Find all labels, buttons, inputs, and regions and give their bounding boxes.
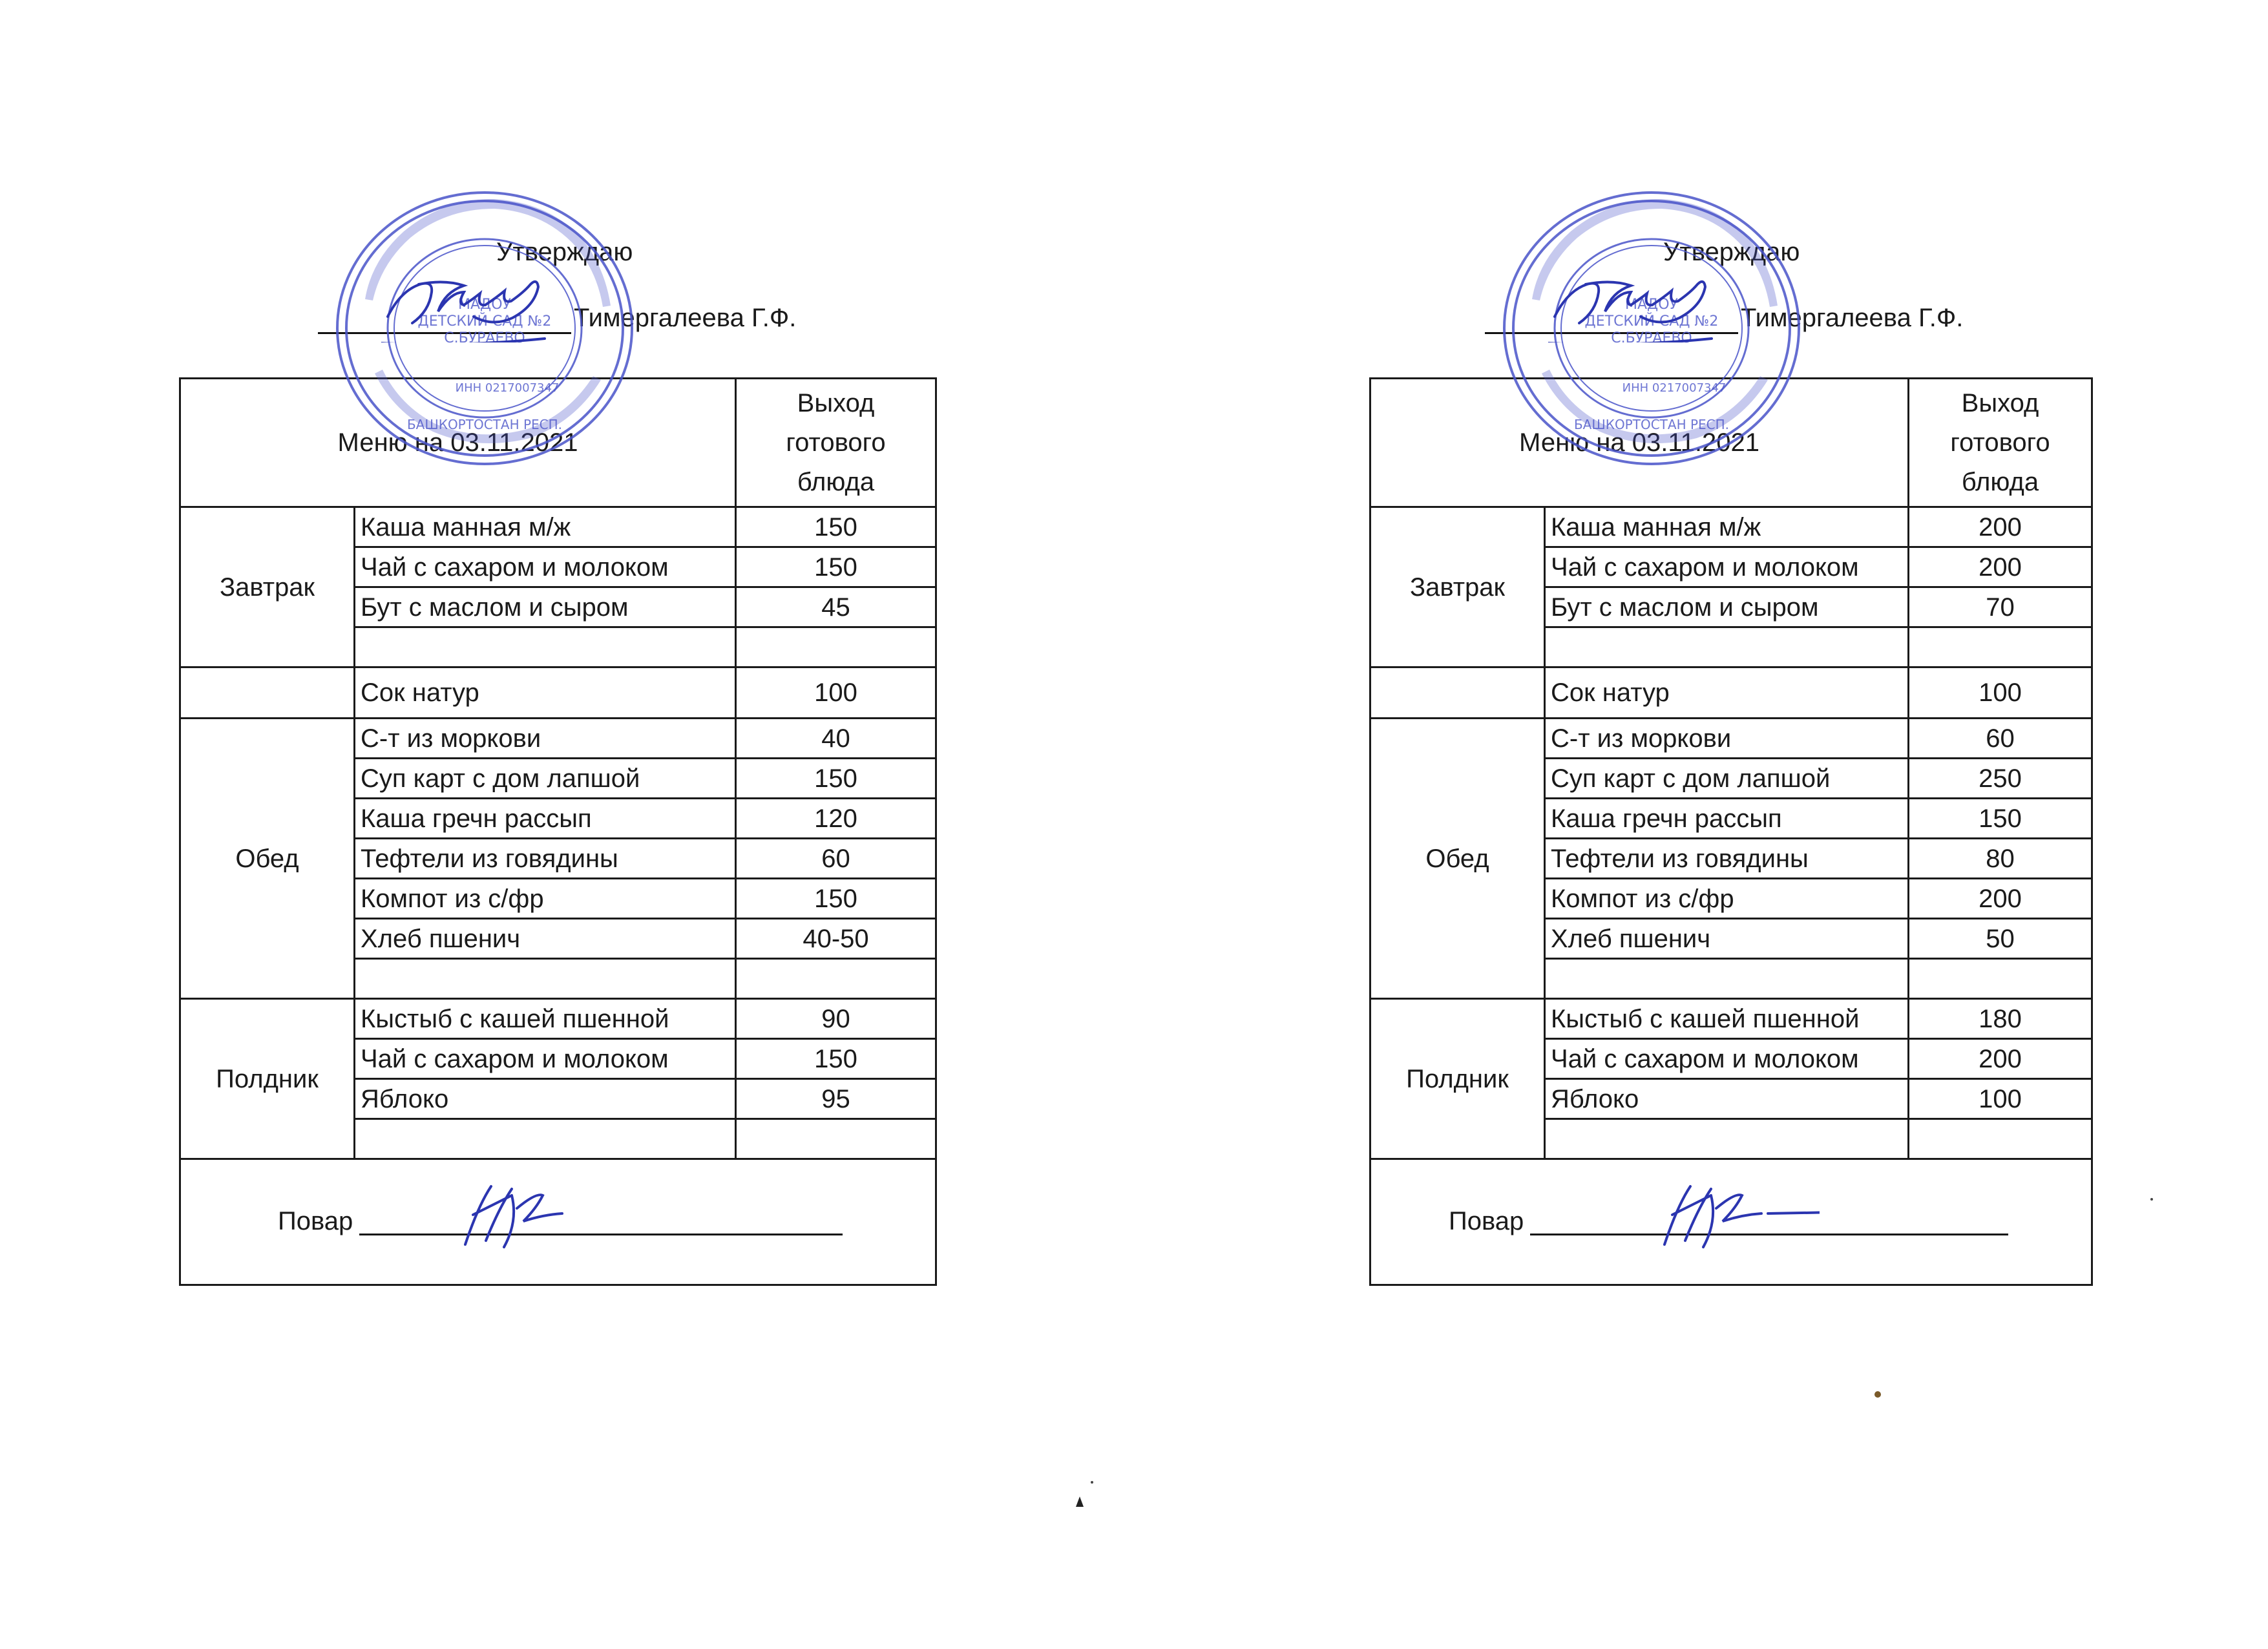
dish-name: С-т из моркови [355, 719, 736, 759]
dish-yield: 250 [1909, 759, 2092, 799]
meal-lunch: Обед [1370, 719, 1545, 999]
dish-yield: 100 [1909, 1079, 2092, 1119]
dish-name: Чай с сахаром и молоком [1545, 547, 1909, 587]
dish-name: Каша манная м/ж [355, 507, 736, 547]
meal-lunch: Обед [180, 719, 355, 999]
cook-label: Повар [278, 1207, 353, 1235]
menu-title: Меню на 03.11.2021 [1370, 379, 1909, 507]
dish-yield: 200 [1909, 879, 2092, 919]
stamp-inn: ИНН 0217007347 [455, 381, 560, 395]
cook-label: Повар [1449, 1207, 1524, 1235]
menu-title: Меню на 03.11.2021 [180, 379, 736, 507]
yield-header: Выход готового блюда [1909, 379, 2092, 507]
dish-name: Тефтели из говядины [1545, 839, 1909, 879]
dish-yield: 70 [1909, 587, 2092, 627]
dish-name: Кыстыб с кашей пшенной [1545, 999, 1909, 1039]
dish-name: Каша манная м/ж [1545, 507, 1909, 547]
meal-afternoon: Полдник [180, 999, 355, 1159]
dish-name: Сок натур [355, 667, 736, 719]
dish-yield: 180 [1909, 999, 2092, 1039]
stamp-line: ДЕТСКИЙ САД №2 [1584, 313, 1719, 330]
dish-name: Бут с маслом и сыром [1545, 587, 1909, 627]
yield-header: Выход готового блюда [736, 379, 936, 507]
dish-name: Компот из с/фр [355, 879, 736, 919]
dish-yield: 150 [736, 507, 936, 547]
approver-name: Тимергалеева Г.Ф. [574, 304, 797, 332]
dish-name: Чай с сахаром и молоком [355, 547, 736, 587]
dish-name: Хлеб пшенич [1545, 919, 1909, 959]
dish-yield: 60 [1909, 719, 2092, 759]
dish-name: Чай с сахаром и молоком [1545, 1039, 1909, 1079]
dish-yield: 150 [1909, 799, 2092, 839]
dish-name: Каша гречн рассып [355, 799, 736, 839]
dish-yield: 95 [736, 1079, 936, 1119]
dish-name: Сок натур [1545, 667, 1909, 719]
dish-yield: 100 [1909, 667, 2092, 719]
dish-yield: 200 [1909, 507, 2092, 547]
dish-yield: 45 [736, 587, 936, 627]
dish-name: Суп карт с дом лапшой [1545, 759, 1909, 799]
meal-afternoon: Полдник [1370, 999, 1545, 1159]
dish-yield: 200 [1909, 547, 2092, 587]
meal-breakfast: Завтрак [1370, 507, 1545, 667]
dish-yield: 150 [736, 879, 936, 919]
approve-title: Утверждаю [1663, 238, 1800, 266]
dish-name: Чай с сахаром и молоком [355, 1039, 736, 1079]
dish-yield: 80 [1909, 839, 2092, 879]
dish-name: Тефтели из говядины [355, 839, 736, 879]
dish-yield: 100 [736, 667, 936, 719]
stamp-inn: ИНН 0217007347 [1622, 381, 1727, 395]
approve-title: Утверждаю [496, 238, 633, 266]
dish-yield: 150 [736, 759, 936, 799]
stamp-line: С.БУРАЕВО [444, 330, 525, 346]
meal-breakfast: Завтрак [180, 507, 355, 667]
dish-name: Каша гречн рассып [1545, 799, 1909, 839]
dish-yield: 90 [736, 999, 936, 1039]
dish-yield: 200 [1909, 1039, 2092, 1079]
stamp-country: БАШКОРТОСТАН РЕСП. [1573, 417, 1730, 432]
stamp-line: МАДОУ [458, 297, 511, 313]
dish-yield: 120 [736, 799, 936, 839]
approver-name: Тимергалеева Г.Ф. [1741, 304, 1964, 332]
dish-name: Хлеб пшенич [355, 919, 736, 959]
stamp-line: ДЕТСКИЙ САД №2 [417, 313, 552, 330]
dish-name: Компот из с/фр [1545, 879, 1909, 919]
dish-yield: 40-50 [736, 919, 936, 959]
stamp-line: С.БУРАЕВО [1611, 330, 1692, 346]
stamp-country: БАШКОРТОСТАН РЕСП. [406, 417, 563, 432]
dish-name: Бут с маслом и сыром [355, 587, 736, 627]
dish-yield: 60 [736, 839, 936, 879]
stamp-line: МАДОУ [1625, 297, 1678, 313]
dish-name: С-т из моркови [1545, 719, 1909, 759]
dish-name: Яблоко [1545, 1079, 1909, 1119]
dish-name: Суп карт с дом лапшой [355, 759, 736, 799]
dish-yield: 150 [736, 547, 936, 587]
dish-name: Яблоко [355, 1079, 736, 1119]
dish-name: Кыстыб с кашей пшенной [355, 999, 736, 1039]
dish-yield: 150 [736, 1039, 936, 1079]
dish-yield: 50 [1909, 919, 2092, 959]
dish-yield: 40 [736, 719, 936, 759]
